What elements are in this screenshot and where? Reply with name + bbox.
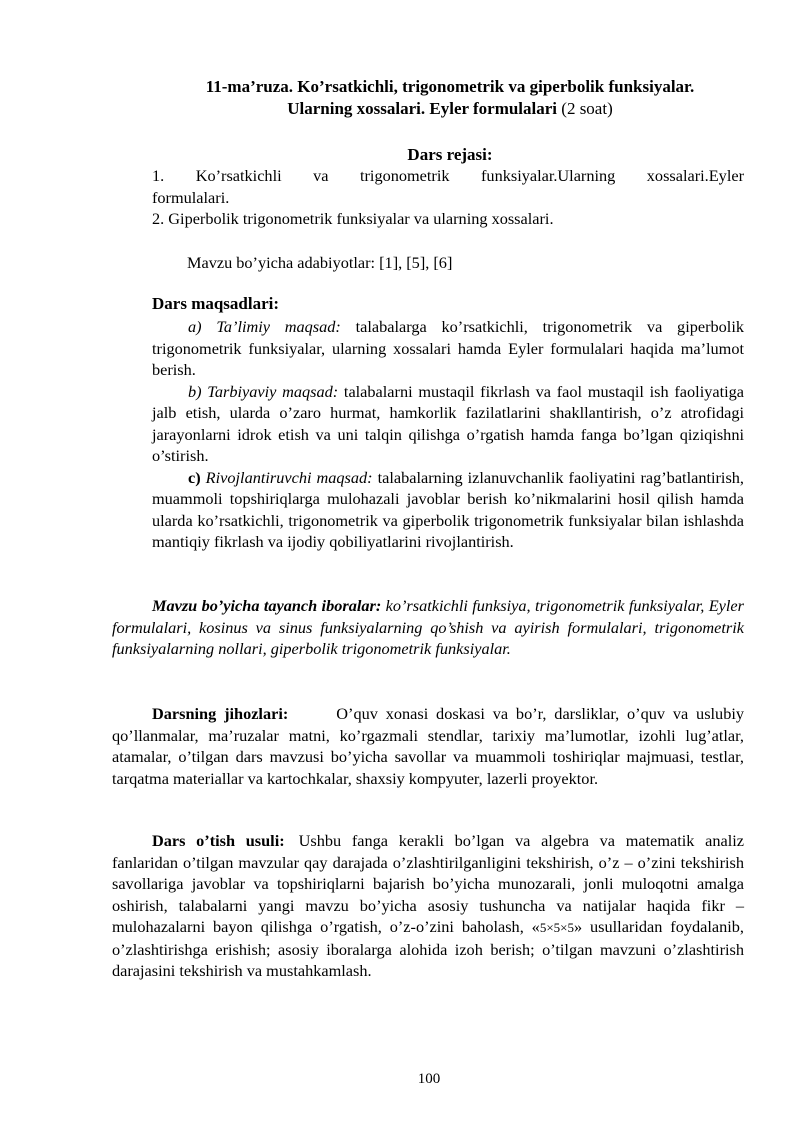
goal-a-label: a) Ta’limiy maqsad:: [188, 317, 341, 336]
goal-c-label: Rivojlantiruvchi maqsad:: [200, 467, 373, 487]
equipment-paragraph: [112, 703, 744, 789]
keywords-label: Mavzu bo’yicha tayanch iboralar:: [152, 596, 382, 615]
lesson-plan: [152, 165, 744, 230]
lesson-goals: [152, 316, 744, 553]
keywords-paragraph: [112, 595, 744, 660]
title-line-2-bold: Ularning xossalari. Eyler formulalari: [287, 99, 558, 118]
title-line-1: 11-ma’ruza. Ko’rsatkichli, trigonometrik va giperbolik funksiyalar.: [205, 77, 695, 96]
plan-heading: Dars rejasi:: [407, 145, 493, 164]
goal-c-text: talabalarning izlanuvchanlik faoliyatini rag’batlantirish, muammoli topshiriqlarga mulohazali javoblar berish ko’nikmalarini hosil qilish hamda ularda ko’rsatkichli, trigonometrik va giperbolik trigonometrik funksiyalar bilan ishlashda mantiqiy fikrlash va ijodiy qobiliyatlarini rivojlantirish.: [152, 467, 744, 551]
literature-line: Mavzu bo’yicha adabiyotlar: [1], [5], [6]: [187, 253, 453, 272]
method-label: Dars o’tish usuli:: [152, 831, 285, 850]
title-duration: (2 soat): [557, 99, 613, 118]
page-number: 100: [417, 1071, 441, 1087]
method-paragraph: [112, 830, 744, 982]
goal-a: [152, 316, 744, 381]
equipment-text: O’quv xonasi doskasi va bo’r, darsliklar, o’quv va uslubiy qo’llanmalar, ma’ruzalar matni, ko’rgazmali stendlar, tarixiy ma’lumotlar, izohli lug’atlar, atamalar, o’tilgan dars mavzusi bo’yicha savollar va muammoli toshiriqlar majmuasi, testlar, tarqatma materiallar va kartochkalar, shaxsiy kompyuter, lazerli proyektor.: [112, 704, 745, 788]
equipment-label: Darsning jihozlari:: [152, 704, 289, 723]
plan-item-1-line-1: 1. Ko’rsatkichli va trigonometrik funksiyalar.Ularning xossalari.Eyler: [152, 166, 744, 185]
title-line-2: [110, 98, 790, 120]
plan-item-1-line-2: formulalari.: [152, 187, 230, 207]
plan-item-2: 2. Giperbolik trigonometrik funksiyalar va ularning xossalari.: [152, 209, 554, 228]
goals-heading: Dars maqsadlari:: [152, 294, 280, 313]
method-text-after: » usullaridan foydalanib, o’zlashtirishga erishish; asosiy iboralarga alohida izoh berish; o’tilgan mavzuni o’zlashtirish darajasini tekshirish va mustahkamlash.: [112, 917, 744, 980]
lecture-title: [110, 76, 790, 120]
keywords-text: ko’rsatkichli funksiya, trigonometrik funksiyalar, Eyler formulalari, kosinus va sinus funksiyalarning qo’shish va ayirish formulalari, trigonometrik funksiyalarning nollari, giperbolik trigonometrik funksiyalar.: [112, 596, 744, 658]
goal-c-letter: c): [188, 467, 201, 487]
goal-b-label: b) Tarbiyaviy maqsad:: [188, 381, 339, 401]
method-formula: 5×5×5: [539, 920, 574, 935]
goal-b-text: talabalarni mustaqil fikrlash va faol mustaqil ish faoliyatiga jalb etish, ularda o’zaro hurmat, hamkorlik fazilatlarini shakllantirish, o’z atrofidagi jarayonlarni idrok etish va uni talqin qilishga o’rgatish hamda fanga bo’lgan qiziqishni o’stirish.: [152, 381, 744, 465]
goal-c: [152, 467, 744, 553]
goal-a-text: talabalarga ko’rsatkichli, trigonometrik va giperbolik trigonometrik funksiyalar, ularning xossalari hamda Eyler formulalari haqida ma’lumot berish.: [152, 317, 744, 379]
method-text-before: Ushbu fanga kerakli bo’lgan va algebra va matematik analiz fanlaridan o’tilgan mavzular qay darajada o’zlashtirilganligini tekshirish, o’z – o’zini tekshirish savollariga javoblar va topshiriqlarni bajarish bo’yicha munozarali, jonli muloqotni amalga oshirish, talabalarni yangi mavzu bo’yicha asosiy tushuncha va natijalar haqida fikr – mulohazalarni bayon qilishga o’rgatish, o’z-o’zini baholash, «: [112, 831, 744, 936]
goal-b: [152, 381, 744, 467]
